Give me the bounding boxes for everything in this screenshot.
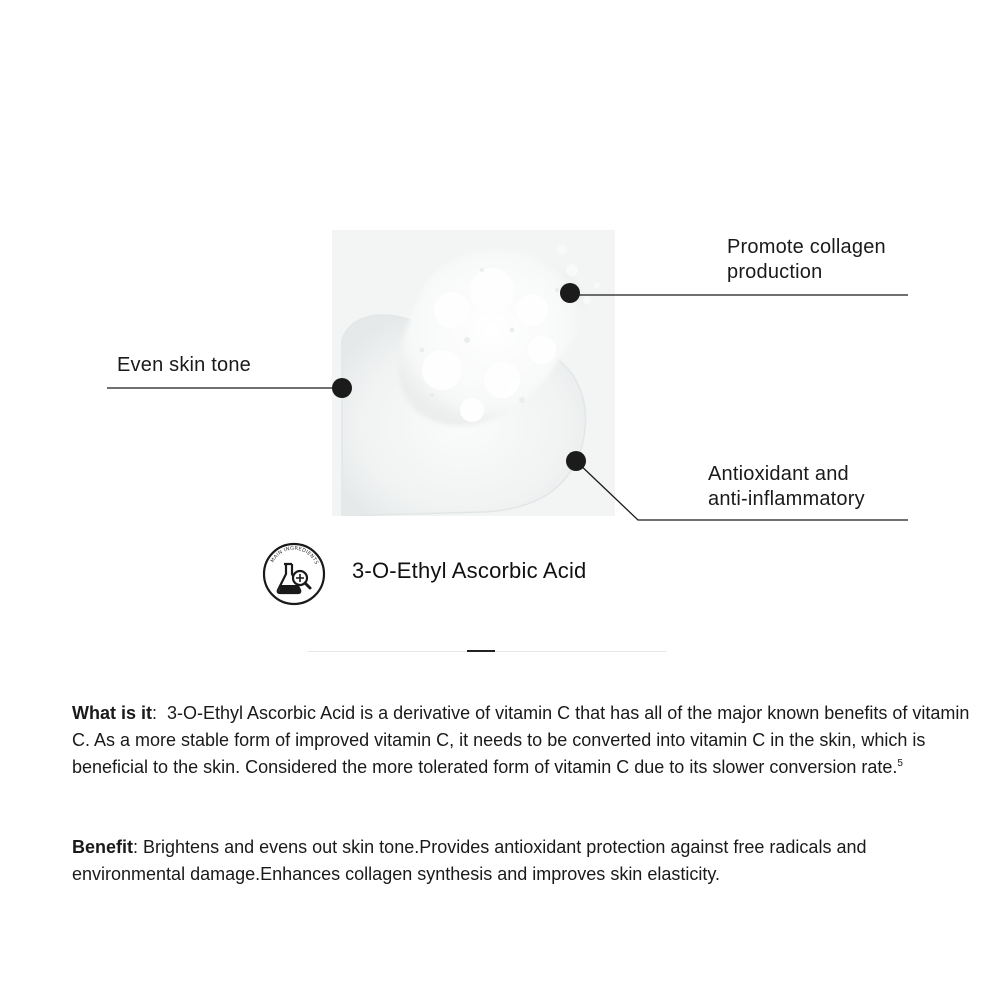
callout-collagen: [727, 235, 886, 285]
powder-illustration: [332, 230, 615, 516]
benefit-label: Benefit: [72, 837, 134, 857]
benefit-paragraph: Benefit: Brightens and evens out skin tone.Provides antioxidant protection against free radicals and environmental damage.Enhances collagen synthesis and improves skin elasticity.: [72, 837, 867, 884]
callout-collagen-line1: Promote collagen: [727, 236, 886, 258]
ingredient-name: 3-O-Ethyl Ascorbic Acid: [352, 558, 587, 583]
section-divider-mark: [467, 650, 495, 652]
callout-collagen-line2: production: [727, 261, 823, 283]
badge-arc-text: MAIN INGREDIENTS: [269, 545, 320, 566]
ingredient-powder-image: [332, 230, 615, 516]
benefit-text: Brightens and evens out skin tone.Provides antioxidant protection against free radicals and environmental damage.Enhances collagen synthesis and improves skin elasticity.: [72, 837, 867, 884]
what-is-it-text: 3-O-Ethyl Ascorbic Acid is a derivative of vitamin C that has all of the major known benefits of vitamin C. As a more stable form of improved vitamin C, it needs to be converted into vitamin C in the skin, which is beneficial to the skin. Considered the more tolerated form of vitamin C due to its slower conversion rate.: [72, 703, 970, 777]
flask-magnifier-icon: [258, 536, 330, 608]
callout-antioxidant: [708, 462, 865, 512]
callout-antioxidant-line1: Antioxidant and: [708, 463, 849, 485]
what-is-it-paragraph: What is it: 3-O-Ethyl Ascorbic Acid is a derivative of vitamin C that has all of the major known benefits of vitamin C. As a more stable form of improved vitamin C, it needs to be converted into vitamin C in the skin, which is beneficial to the skin. Considered the more tolerated form of vitamin C due to its slower conversion rate.$^5$: [72, 703, 970, 777]
callout-antioxidant-line2: anti-inflammatory: [708, 488, 865, 510]
callout-skin-tone: Even skin tone: [117, 354, 251, 376]
footnote-marker: 5: [897, 758, 903, 769]
what-is-it-label: What is it: [72, 703, 152, 723]
main-ingredient-badge: [258, 536, 330, 608]
